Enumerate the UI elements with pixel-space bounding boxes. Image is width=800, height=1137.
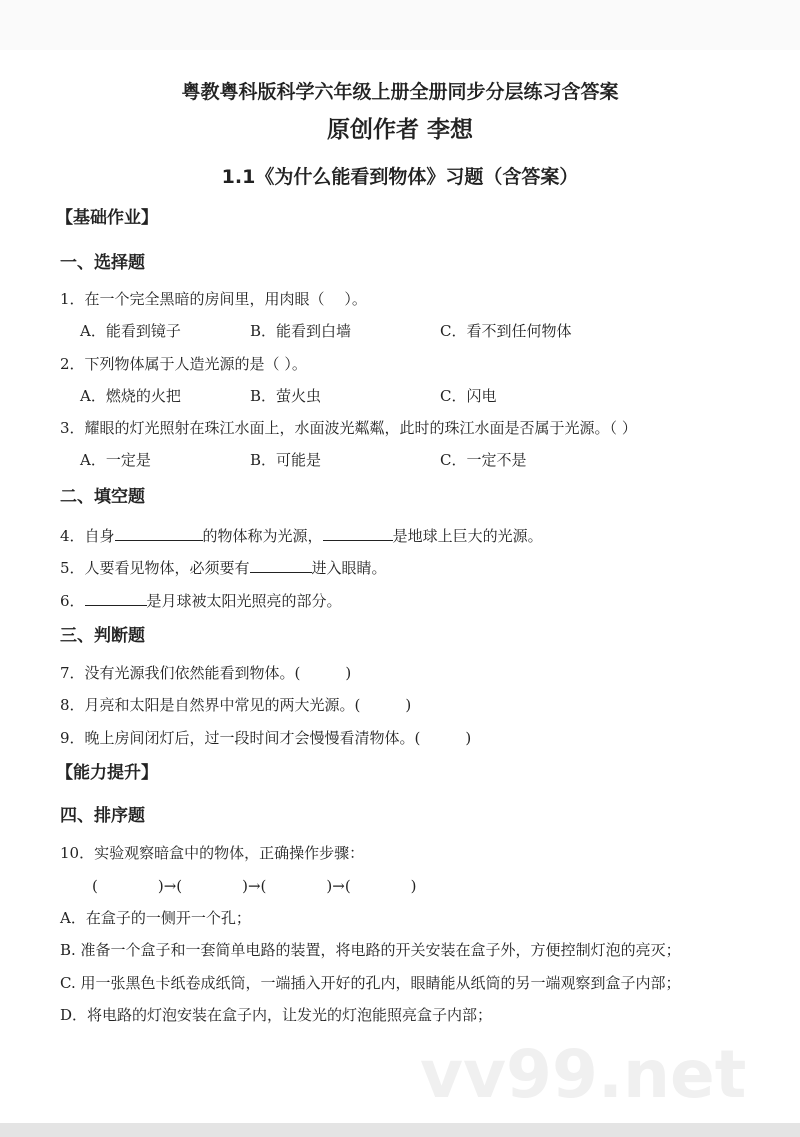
- section-choice: 一、选择题: [60, 253, 145, 273]
- question-1: 1．在一个完全黑暗的房间里，用肉眼（ ）。: [60, 290, 367, 308]
- q4-blank-1: [115, 525, 203, 541]
- q3-option-a: A．一定是: [80, 451, 151, 469]
- q4-text-2: 的物体称为光源，: [202, 527, 323, 545]
- q1-option-a: A．能看到镜子: [80, 322, 181, 340]
- question-7: 7．没有光源我们依然能看到物体。( ): [60, 664, 352, 682]
- q10-order-blanks: ( )→( )→( )→( ): [92, 877, 417, 895]
- q4-blank-2: [323, 525, 393, 541]
- q4-text-3: 是地球上巨大的光源。: [392, 527, 543, 545]
- question-5: [60, 557, 387, 578]
- q2-option-a: A．燃烧的火把: [80, 387, 181, 405]
- q3-option-c: C．一定不是: [440, 451, 527, 469]
- question-9: 9．晚上房间闭灯后，过一段时间才会慢慢看清物体。( ): [60, 729, 472, 747]
- lesson-title: 1.1《为什么能看到物体》习题（含答案）: [221, 166, 579, 188]
- section-order: 四、排序题: [60, 806, 145, 826]
- q10-step-d: D．将电路的灯泡安装在盒子内，让发光的灯泡能照亮盒子内部；: [60, 1006, 493, 1024]
- question-4: [60, 525, 543, 546]
- q10-step-a: A．在盒子的一侧开一个孔；: [60, 909, 251, 927]
- section-basic: 【基础作业】: [56, 208, 158, 228]
- question-6: [60, 590, 342, 611]
- q6-blank: [85, 590, 147, 606]
- q10-step-b: B. 准备一个盒子和一套简单电路的装置，将电路的开关安装在盒子外，方便控制灯泡的亮灭；: [60, 941, 681, 959]
- q1-option-c: C．看不到任何物体: [440, 322, 572, 340]
- q5-text-1: 5．人要看见物体，必须要有: [60, 559, 250, 577]
- section-advanced: 【能力提升】: [56, 763, 158, 783]
- section-fill: 二、填空题: [60, 487, 145, 507]
- author-line: 原创作者 李想: [326, 117, 473, 143]
- document-title: 粤教粤科版科学六年级上册全册同步分层练习含答案: [181, 81, 619, 103]
- q6-text-2: 是月球被太阳光照亮的部分。: [146, 592, 342, 610]
- watermark: vv99.net: [420, 1036, 747, 1113]
- section-judge: 三、判断题: [60, 626, 145, 646]
- q10-step-c: C. 用一张黑色卡纸卷成纸筒，一端插入开好的孔内，眼睛能从纸筒的另一端观察到盒子内部；: [60, 974, 681, 992]
- q4-text-1: 4．自身: [60, 527, 115, 545]
- question-10: 10．实验观察暗盒中的物体，正确操作步骤：: [60, 844, 365, 862]
- q6-text-1: 6．: [60, 592, 85, 610]
- page-top-margin: [0, 0, 800, 50]
- q5-text-2: 进入眼睛。: [311, 559, 387, 577]
- page-bottom-edge: [0, 1123, 800, 1137]
- q2-option-c: C．闪电: [440, 387, 497, 405]
- question-3: 3．耀眼的灯光照射在珠江水面上，水面波光粼粼，此时的珠江水面是否属于光源。（ ）: [60, 419, 637, 437]
- q3-option-b: B．可能是: [250, 451, 322, 469]
- question-8: 8．月亮和太阳是自然界中常见的两大光源。( ): [60, 696, 412, 714]
- q1-option-b: B．能看到白墙: [250, 322, 352, 340]
- question-2: 2．下列物体属于人造光源的是（ ）。: [60, 355, 307, 373]
- q2-option-b: B．萤火虫: [250, 387, 322, 405]
- q5-blank: [250, 557, 312, 573]
